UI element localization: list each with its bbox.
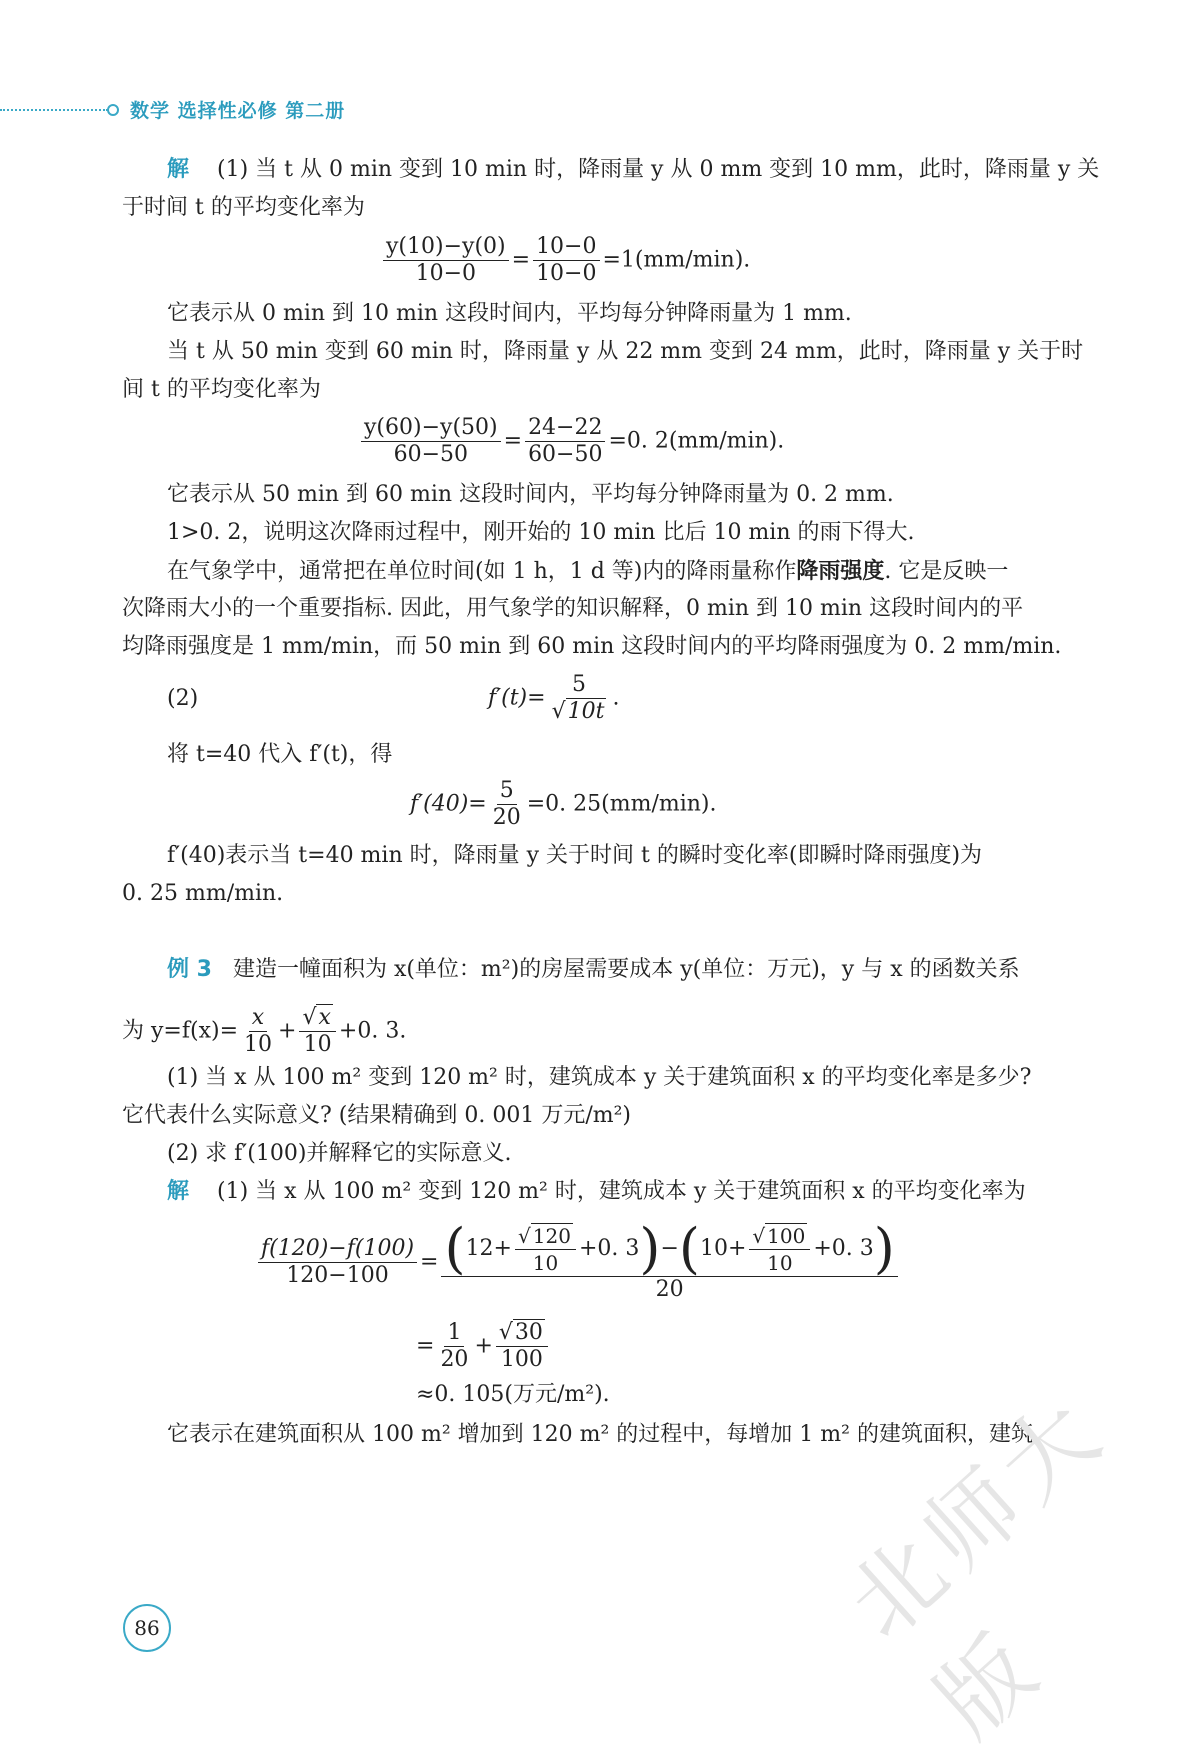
question-1-cont: 它代表什么实际意义? (结果精确到 0. 001 万元/m²) xyxy=(122,1103,632,1128)
page-number: 86 xyxy=(123,1604,171,1652)
text-line: 将 t=40 代入 f′(t)，得 xyxy=(167,742,393,767)
formula-3: f′(t)= $\frac{5}{√10t}$ . xyxy=(488,672,620,724)
formula-2: $\frac{y(60)-y(50)}{60-50}$ = $\frac{24-22}{60-50}$ =0. 2(mm/min). xyxy=(358,415,784,468)
text-line: 间 t 的平均变化率为 xyxy=(122,377,321,402)
text-line: 1>0. 2，说明这次降雨过程中，刚开始的 10 min 比后 10 min 的雨下得大. xyxy=(167,520,915,545)
term-rainfall-intensity: 降雨强度 xyxy=(796,558,885,584)
formula-1: $\frac{y(10)-y(0)}{10-0}$ = $\frac{10-0}{10-0}$ =1(mm/min). xyxy=(380,234,750,287)
example-label: 例 3 xyxy=(167,957,212,982)
question-2: (2) 求 f′(100)并解释它的实际意义. xyxy=(167,1141,512,1166)
text-line: 它表示在建筑面积从 100 m² 增加到 120 m² 的过程中，每增加 1 m² 的建筑面积，建筑 xyxy=(167,1422,1033,1447)
text-line: 0. 25 mm/min. xyxy=(122,881,284,906)
text-line: 均降雨强度是 1 mm/min，而 50 min 到 60 min 这段时间内的平均降雨强度为 0. 2 mm/min. xyxy=(122,634,1062,659)
solution-label: 解 xyxy=(167,157,190,182)
text-line: 它表示从 0 min 到 10 min 这段时间内，平均每分钟降雨量为 1 mm. xyxy=(167,301,852,326)
formula-5: $\frac{f(120)-f(100)}{120-100}$ = (12+ $\frac{√ 120}{10}$ +0. 3)−(10+ $\frac{√ 100}{10}$ +0. 3) 20 xyxy=(255,1222,901,1303)
header-dotted-line xyxy=(0,109,108,111)
solution-line: 解 (1) 当 x 从 100 m² 变到 120 m² 时，建筑成本 y 关于建筑面积 x 的平均变化率为 xyxy=(167,1179,1026,1204)
text-line: 次降雨大小的一个重要指标. 因此，用气象学的知识解释，0 min 到 10 min 这段时间内的平 xyxy=(122,596,1024,621)
formula-6: = $\frac{1}{20}$ + $\frac{√30}{100}$ xyxy=(416,1320,551,1373)
text-line: 在气象学中，通常把在单位时间(如 1 h，1 d 等)内的降雨量称作降雨强度. 它是反映一 xyxy=(167,558,1009,584)
example-3-formula: 为 y=f(x)= $\frac{x}{10}$ + $\frac{√x}{10}$ +0. 3. xyxy=(122,1005,407,1057)
header-circle-icon xyxy=(107,104,119,116)
text-line: 于时间 t 的平均变化率为 xyxy=(122,195,365,220)
solution-line-1 xyxy=(167,155,1099,185)
example-3-line-1: 例 3 建造一幢面积为 x(单位：m²)的房屋需要成本 y(单位：万元)，y 与 x 的函数关系 xyxy=(167,957,1020,982)
formula-7: ≈0. 105(万元/m²). xyxy=(416,1382,610,1407)
text-line: 它表示从 50 min 到 60 min 这段时间内，平均每分钟降雨量为 0. 2 mm. xyxy=(167,482,894,507)
text-line: (1) 当 t 从 0 min 变到 10 min 时，降雨量 y 从 0 mm 变到 10 mm，此时，降雨量 y 关 xyxy=(217,157,1100,182)
part-2-label: (2) xyxy=(167,686,199,711)
formula-4: f′(40)= $\frac{5}{20}$ =0. 25(mm/min). xyxy=(410,778,717,830)
watermark: 北师大版 xyxy=(827,1374,1127,1758)
text-line: f′(40)表示当 t=40 min 时，降雨量 y 关于时间 t 的瞬时变化率(即瞬时降雨强度)为 xyxy=(167,843,983,868)
text-line: 当 t 从 50 min 变到 60 min 时，降雨量 y 从 22 mm 变到 24 mm，此时，降雨量 y 关于时 xyxy=(167,339,1084,364)
question-1: (1) 当 x 从 100 m² 变到 120 m² 时，建筑成本 y 关于建筑面积 x 的平均变化率是多少? xyxy=(167,1065,1032,1090)
solution-label: 解 xyxy=(167,1179,190,1204)
header-title: 数学 选择性必修 第二册 xyxy=(130,100,346,122)
